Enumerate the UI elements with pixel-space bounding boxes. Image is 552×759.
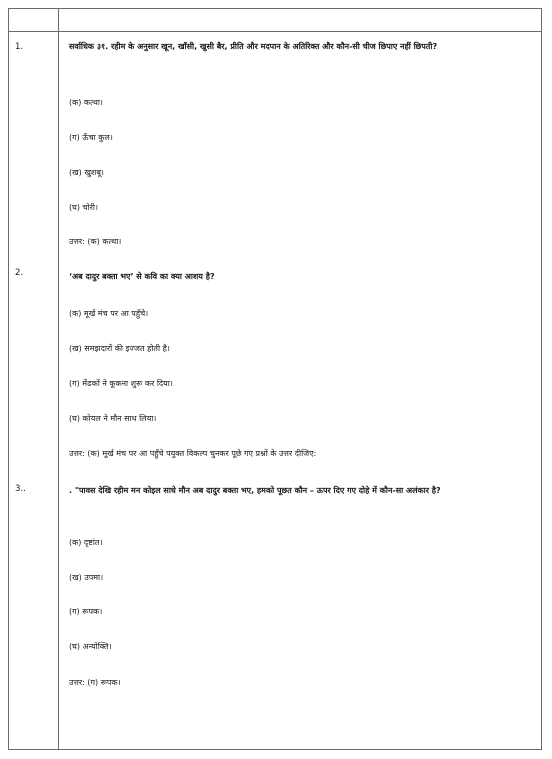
table-header-row (9, 9, 541, 32)
question-1-option-4: (घ) चोरी। (69, 203, 99, 212)
question-3-option-2: (ख) उपमा। (69, 573, 104, 582)
question-2-option-4: (घ) कोयल ने मौन साध लिया। (69, 414, 157, 423)
question-3-number: 3.. (15, 484, 26, 494)
worksheet-table (8, 8, 542, 750)
question-2-prompt: ‘अब दादुर बक्ता भए’ से कवि का क्या आशय है? (69, 272, 215, 281)
question-1-option-1: (क) कत्था। (69, 98, 103, 107)
question-3-option-1: (क) दृष्टांत। (69, 538, 103, 547)
question-2-answer: उत्तर: (क) मूर्ख मंच पर आ पहुँचे पयुक्त विकल्प चुनकर पूछे गए प्रश्नों के उत्तर दीजिए: (69, 449, 317, 458)
question-1-prompt: सर्वाधिक ३१. रहीम के अनुसार खून, खाँसी, खुसी बैर, प्रीति और मदपान के अतिरिक्त और कौन-सी चीज छिपाए नहीं छिपती? (69, 42, 438, 51)
question-1-option-3: (ख) खुशबू। (69, 168, 104, 177)
question-1-option-2: (ग) ऊँचा कुल। (69, 133, 113, 142)
question-2-option-1: (क) मूर्ख मंच पर आ पहुँचे। (69, 309, 149, 318)
question-3-answer: उत्तर: (ग) रूपक। (69, 678, 121, 687)
question-2-number: 2. (15, 268, 24, 278)
question-2-option-3: (ग) मेंढकों ने कूकना शुरू कर दिया। (69, 379, 173, 388)
question-1-number: 1. (15, 42, 24, 52)
question-3-option-3: (ग) रूपक। (69, 607, 103, 616)
column-divider (58, 9, 59, 749)
question-2-option-2: (ख) समझदारों की इज्जत होती है। (69, 344, 170, 353)
question-3-prompt: . "पावस देखि रहीम मन कोइल साधे मौन अब दादुर बक्ता भए, हमको पूछत कौन – ऊपर दिए गए दोहे में कौन-सा अलंकार है? (69, 486, 441, 495)
question-1-answer: उत्तर: (क) कत्था। (69, 237, 122, 246)
question-3-option-4: (घ) अन्योक्ति। (69, 642, 112, 651)
